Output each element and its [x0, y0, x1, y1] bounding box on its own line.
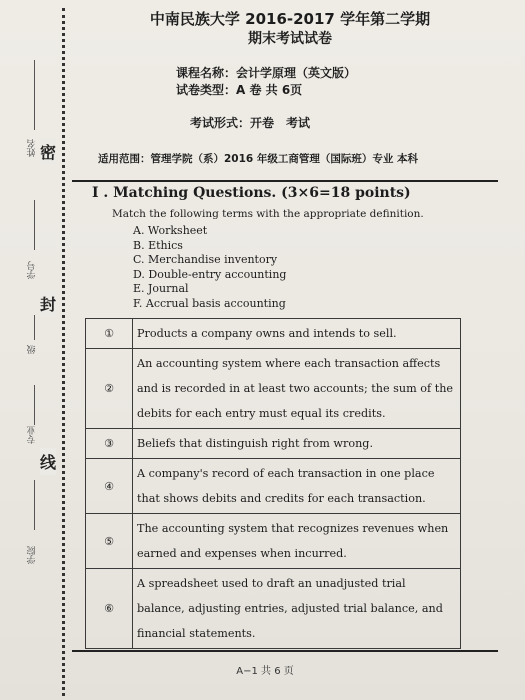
- seal-char-xian: 线: [40, 448, 56, 475]
- term-item: B. Ethics: [133, 238, 183, 252]
- table-row: [86, 429, 461, 459]
- binding-dotted-line: [62, 8, 65, 696]
- row-number: ③: [86, 429, 133, 459]
- footer-divider: [72, 650, 498, 652]
- college-label: 学院: [27, 546, 38, 564]
- row-number: ①: [86, 319, 133, 349]
- applicable-scope: 适用范围：管理学院（系）2016 年级工商管理（国际班）专业 本科: [98, 153, 419, 165]
- course-name: 课程名称：会计学原理（英文版）: [176, 66, 357, 80]
- row-definition: A spreadsheet used to draft an unadjusted trial balance, adjusting entries, adjusted trial balance, and financial statements.: [133, 569, 461, 649]
- term-item: D. Double-entry accounting: [133, 267, 287, 281]
- paper-type: 试卷类型：A 卷 共 6页: [176, 83, 303, 97]
- term-item: A. Worksheet: [133, 224, 208, 237]
- page-number: A−1 共 6 页: [236, 666, 294, 677]
- term-list: [133, 224, 286, 311]
- section-title: I . Matching Questions. (3×6=18 points): [92, 185, 411, 201]
- row-number: ⑤: [86, 514, 133, 569]
- table-row: [86, 514, 461, 569]
- term-item: F. Accrual basis accounting: [133, 296, 286, 310]
- exam-form: 考试形式：开卷 考试: [190, 116, 311, 130]
- name-label: 姓名: [27, 139, 38, 157]
- binding-margin: [0, 0, 70, 700]
- table-row: [86, 319, 461, 349]
- school-title: 中南民族大学 2016-2017 学年第二学期: [149, 10, 431, 28]
- table-row: [86, 459, 461, 514]
- college-blank-line: [34, 480, 35, 530]
- seal-char-feng: 封: [40, 290, 56, 317]
- matching-table: [85, 318, 461, 649]
- section-instruction: Match the following terms with the appropriate definition.: [112, 208, 424, 220]
- table-row: [86, 569, 461, 649]
- term-item: E. Journal: [133, 282, 189, 295]
- row-definition: The accounting system that recognizes revenues when earned and expenses when incurred.: [133, 514, 461, 569]
- seal-char-mi: 密: [40, 138, 56, 165]
- term-item: C. Merchandise inventory: [133, 253, 278, 266]
- header-divider: [72, 180, 498, 182]
- major-label: 专业: [27, 426, 38, 444]
- row-definition: An accounting system where each transaction affects and is recorded in at least two accounts; the sum of the debits for each entry must equal its credits.: [133, 349, 461, 429]
- row-definition: Beliefs that distinguish right from wrong.: [133, 429, 461, 459]
- grade-label: 级: [27, 345, 38, 355]
- row-number: ④: [86, 459, 133, 514]
- student-id-label: 学号: [27, 261, 38, 279]
- table-row: [86, 349, 461, 429]
- row-definition: Products a company owns and intends to sell.: [133, 319, 461, 349]
- exam-title: 期末考试试卷: [248, 31, 332, 47]
- row-definition: A company's record of each transaction in one place that shows debits and credits for each transaction.: [133, 459, 461, 514]
- row-number: ②: [86, 349, 133, 429]
- row-number: ⑥: [86, 569, 133, 649]
